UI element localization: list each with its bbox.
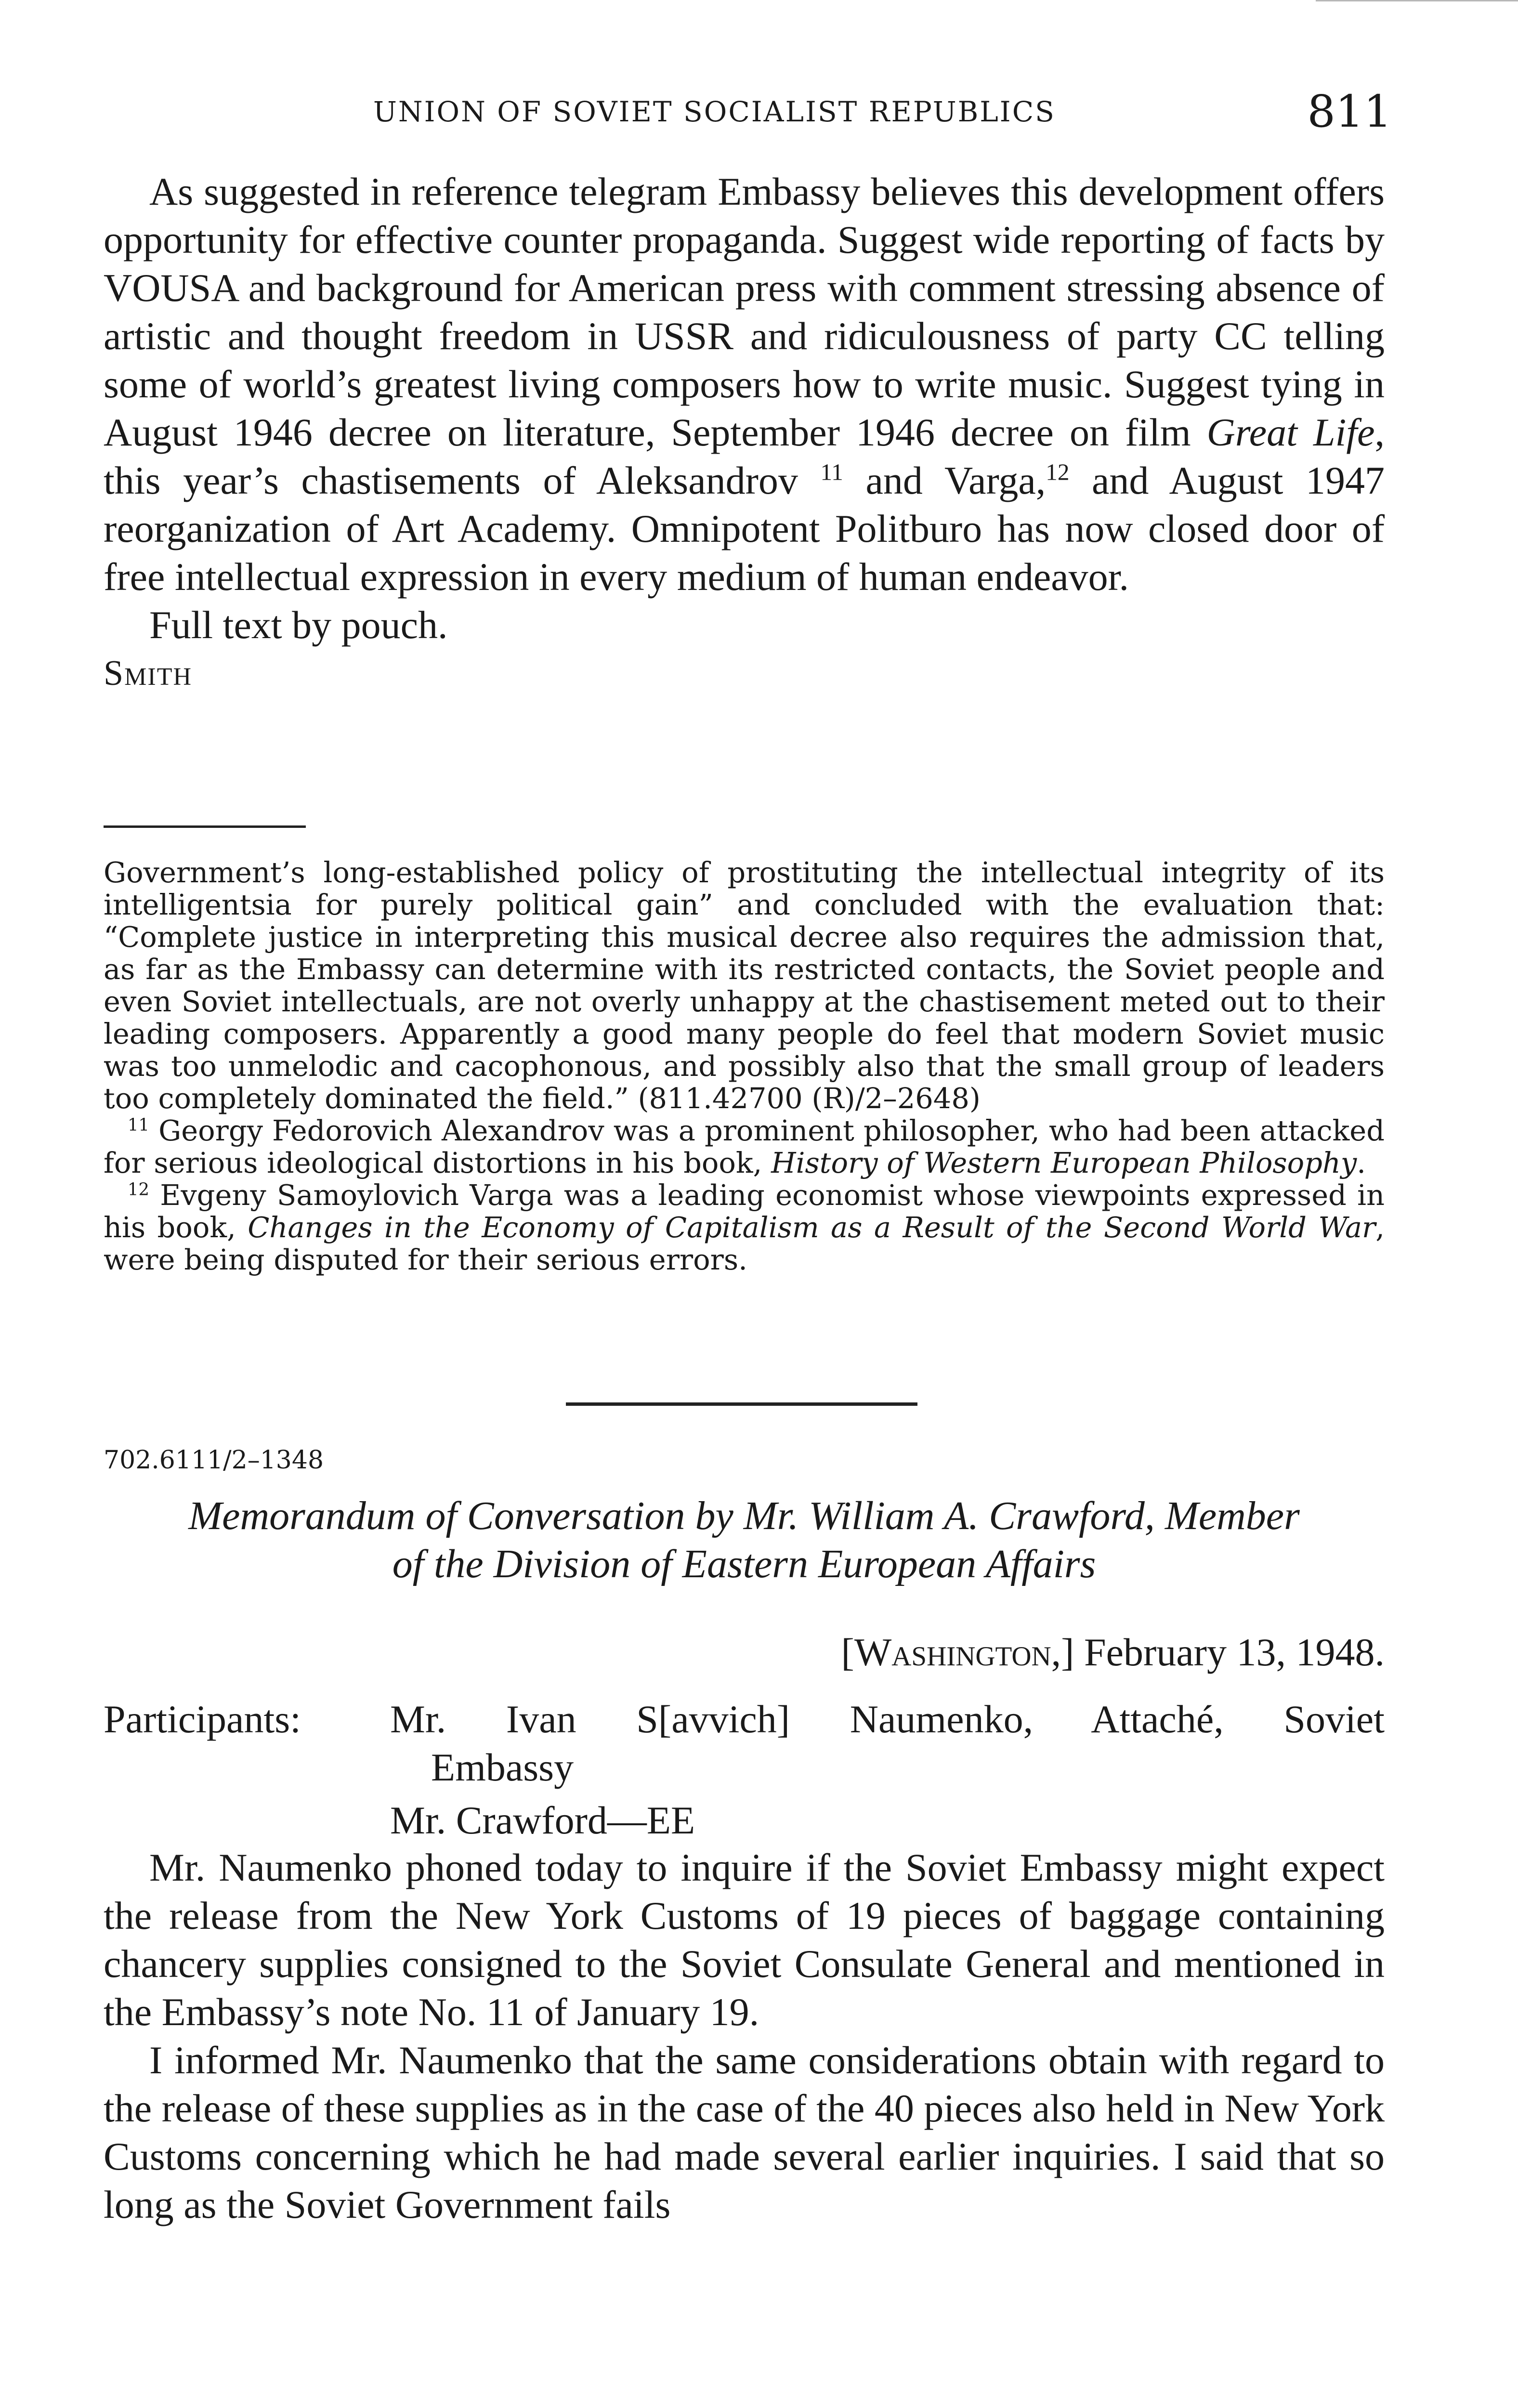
footnote-ref-12: 12 <box>1046 458 1070 485</box>
footnote-marker: 12 <box>128 1179 150 1200</box>
participants-label: Participants: <box>104 1697 301 1741</box>
page-header <box>101 86 1392 139</box>
participant-crawford: Mr. Crawford—EE <box>390 1798 695 1842</box>
text-run: Georgy Fedorovich Alexandrov was a prominent philosopher, who had been attacked for serious ideological distortions in his book, <box>104 1114 1385 1179</box>
memo-title <box>104 1492 1385 1588</box>
text-run: Evgeny Samoylovich Varga was a leading economist whose viewpoints expressed in his book, <box>104 1178 1385 1244</box>
dateline <box>841 1630 1385 1675</box>
participant-naumenko-cont: Embassy <box>431 1745 574 1789</box>
book-title: Changes in the Economy of Capitalism as a Result of the Second World War <box>248 1211 1376 1244</box>
footnote-continued: Government’s long-established policy of prostituting the intellectual integrity of its intelligentsia for purely political gain” and concluded with the evaluation that: “Complete justice in interpreting this musical decree also requires the admission that, as far as the Embassy can determine with its restricted contacts, the Soviet people and even Soviet intellectuals, are not overly unhappy at the chastisement meted out to their leading composers. Apparently a good many people do feel that modern Soviet music was too unmelodic and cacophonous, and possibly also that the small group of leaders too completely dominated the field.” (811.42700 (R)/2–2648) <box>104 856 1385 1115</box>
footnote-marker: 11 <box>128 1115 150 1135</box>
memo-paragraph: I informed Mr. Naumenko that the same considerations obtain with regard to the release of these supplies as in the case of the 40 pieces also held in New York Customs concerning which he had made several earlier inquiries. I said that so long as the Soviet Government fails <box>104 2038 1385 2226</box>
telegram-paragraph: Full text by pouch. <box>149 603 448 647</box>
running-head: UNION OF SOVIET SOCIALIST REPUBLICS <box>373 95 1056 128</box>
signature: Smith <box>104 654 193 693</box>
document-id: 702.6111/2–1348 <box>104 1446 324 1475</box>
text-run: . <box>1357 1146 1366 1179</box>
text-run: and August 1947 reorganization of Art Academy. Omnipotent Politburo has now closed door of free intellectual expression in every medium of human endeavor. <box>104 458 1385 599</box>
footnote-11 <box>104 1114 1385 1179</box>
film-title: Great Life <box>1206 410 1375 454</box>
telegram-paragraph <box>104 168 1385 601</box>
text-run: , were being disputed for their serious errors. <box>104 1211 1385 1276</box>
book-title: History of Western European Philosophy <box>771 1146 1357 1179</box>
section-separator <box>566 1402 917 1406</box>
text-run: As suggested in reference telegram Embassy believes this development offers opportunity for effective counter propaganda. Suggest wide reporting of facts by VOUSA and background for American press with comment stressing absence of artistic and thought freedom in USSR and ridiculousness of party CC telling some of world’s greatest living composers how to write music. Suggest tying in August 1946 decree on literature, September 1946 decree on film <box>104 170 1385 454</box>
footnotes <box>104 856 1385 1276</box>
date-place: [Washington,] <box>841 1630 1074 1674</box>
scan-edge-line <box>1316 0 1518 1</box>
memo-title-line: Memorandum of Conversation by Mr. William A. Crawford, Member <box>188 1493 1300 1538</box>
footnote-12 <box>104 1179 1385 1276</box>
telegram-body <box>104 168 1385 697</box>
footnote-rule <box>104 825 306 828</box>
memo-body <box>104 1844 1385 2229</box>
date: February 13, 1948. <box>1074 1630 1385 1674</box>
footnote-ref-11: 11 <box>820 458 843 485</box>
participant-naumenko: Mr. Ivan S[avvich] Naumenko, Attaché, Soviet <box>390 1697 1385 1741</box>
memo-title-line: of the Division of Eastern European Affairs <box>392 1542 1096 1586</box>
text-run: , this year’s chastisements of Aleksandrov <box>104 410 1385 502</box>
text-run: and Varga, <box>843 458 1046 502</box>
memo-paragraph: Mr. Naumenko phoned today to inquire if the Soviet Embassy might expect the release from the New York Customs of 19 pieces of baggage containing chancery supplies consigned to the Soviet Consulate General and mentioned in the Embassy’s note No. 11 of January 19. <box>104 1845 1385 2034</box>
page-number: 811 <box>1307 86 1392 137</box>
